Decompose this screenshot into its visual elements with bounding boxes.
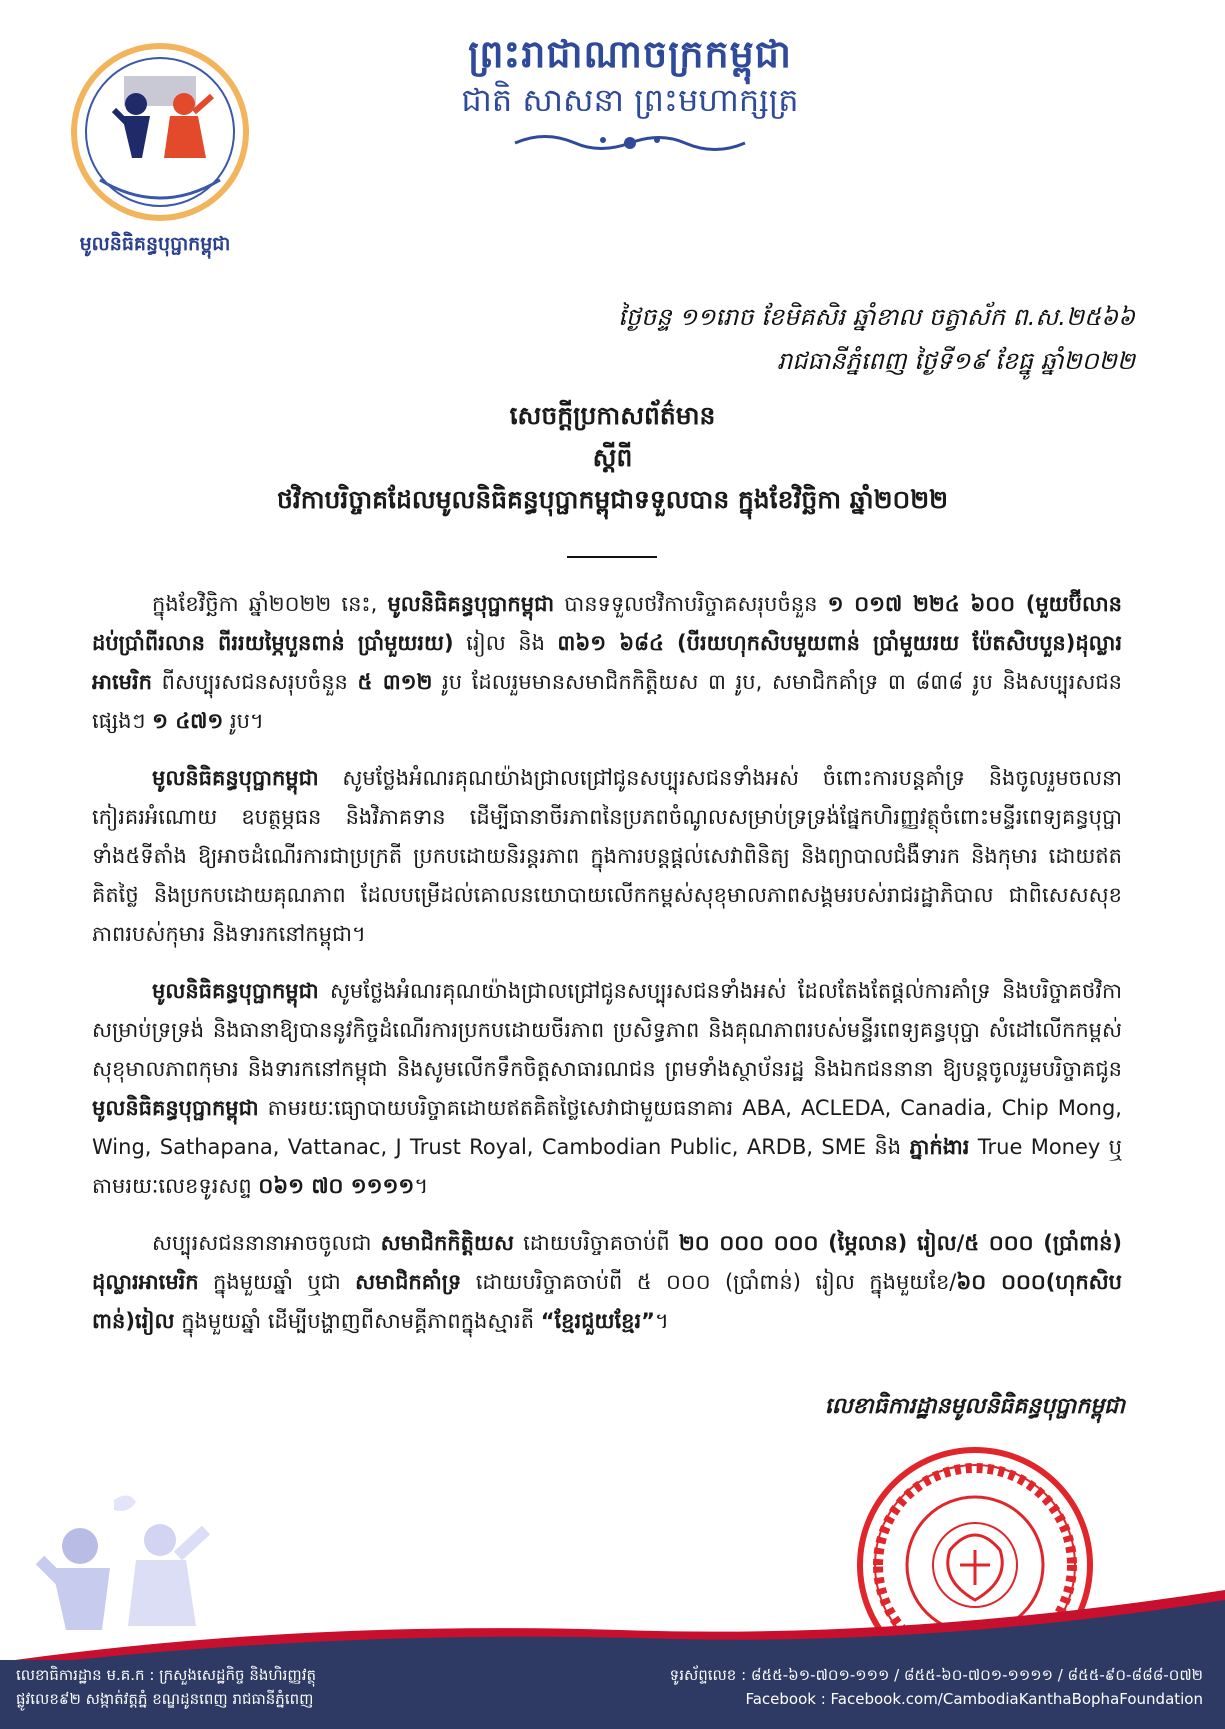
title-line-1: សេចក្ដីប្រកាសព័ត៌មាន — [509, 401, 716, 430]
p4-honorary-amount: ២០ ០០០ ០០០ (ម្ភៃលាន) រៀល/៥ ០០០ (ប្រាំពាន់) ដុល្លារអាមេរិក — [92, 1231, 1123, 1294]
p4-yearly-amount: ៦០ ០០០(ហុកសិបពាន់)រៀល — [92, 1270, 1122, 1333]
signature-line: លេខាធិការដ្ឋានមូលនិធិគន្ធបុប្ផាកម្ពុជា — [824, 1394, 1125, 1419]
paragraph-4 — [92, 1224, 1122, 1341]
p3-text: ។ — [414, 1174, 429, 1198]
p4-text: ក្នុងមួយឆ្នាំ ឬជា — [198, 1270, 356, 1294]
date-block — [618, 295, 1135, 383]
ornament-divider-icon — [505, 130, 755, 156]
paragraph-1 — [92, 585, 1122, 741]
p1-text: ក្នុងខែវិច្ឆិកា ឆ្នាំ២០២២ នេះ, — [152, 592, 388, 616]
title-divider — [567, 556, 657, 558]
kingdom-header — [330, 30, 930, 122]
footer-facebook: Facebook : Facebook.com/CambodiaKanthaBophaFoundation — [745, 1690, 1203, 1708]
footer-address — [16, 1663, 316, 1711]
p4-text: ដោយបរិច្ចាគចាប់ពី ៥ ០០០ (ប្រាំពាន់) រៀល ក្នុងមួយខែ/ — [461, 1270, 957, 1294]
p4-text: សប្បុរសជននានាអាចចូលជា — [152, 1231, 381, 1255]
kingdom-title: ព្រះរាជាណាចក្រកម្ពុជា — [468, 32, 792, 76]
title-line-2: ស្ដីពី — [592, 443, 633, 472]
logo-caption: មូលនិធិគន្ធបុប្ផាកម្ពុជា — [79, 233, 231, 255]
footer-address-line-1: លេខាធិការដ្ឋាន ម.គ.ក : ក្រសួងសេដ្ឋកិច្ច និងហិរញ្ញវត្ថុ — [16, 1666, 316, 1684]
p2-foundation-name: មូលនិធិគន្ធបុប្ផាកម្ពុជា — [152, 766, 319, 790]
kingdom-motto: ជាតិ សាសនា ព្រះមហាក្សត្រ — [461, 81, 799, 119]
lunar-date: ថ្ងៃចន្ទ ១១រោច ខែមិគសិរ ឆ្នាំខាល ចត្វាស័ក ព.ស.២៥៦៦ — [618, 303, 1135, 331]
solar-date: រាជធានីភ្នំពេញ ថ្ងៃទី១៩ ខែធ្នូ ឆ្នាំ២០២២ — [776, 347, 1135, 375]
p3-text: តាមរយៈធ្យោបាយបរិច្ចាគដោយឥតគិតថ្លៃសេវាជាមួយធនាគារ ABA, ACLEDA, Canadia, Chip Mong, Wing, Sathapana, Vattanac, J Trust Royal, Cambodian Public, ARDB, SME និង — [92, 1096, 1122, 1159]
announcement-body — [92, 585, 1122, 1359]
footer-wave-icon — [0, 1590, 1225, 1670]
p4-text: ។ — [654, 1309, 669, 1333]
p1-other-donors: ១ ៤៧១ — [152, 709, 224, 733]
p4-text: ដោយបរិច្ចាគចាប់ពី — [513, 1231, 679, 1255]
foundation-logo — [60, 40, 260, 230]
p3-text: True Money ឬ តាមរយៈលេខទូរសព្ទ — [92, 1135, 1122, 1198]
p3-phone: ០៦១ ៧០ ១១១១ — [258, 1174, 415, 1198]
p4-honorary-member: សមាជិកកិត្តិយស — [380, 1231, 514, 1255]
p1-text: បានទទួលថវិកាបរិច្ចាគសរុបចំនួន — [554, 592, 828, 616]
p3-agent: ភ្នាក់ងារ — [909, 1135, 970, 1159]
title-line-3: ថវិកាបរិច្ចាគដែលមូលនិធិគន្ធបុប្ផាកម្ពុជាទទួលបាន ក្នុងខែវិច្ឆិកា ឆ្នាំ២០២២ — [276, 485, 949, 514]
p3-foundation-name: មូលនិធិគន្ធបុប្ផាកម្ពុជា — [92, 1096, 259, 1120]
p4-support-member: សមាជិកគាំទ្រ — [355, 1270, 462, 1294]
footer-contact — [670, 1663, 1203, 1711]
p4-text: ក្នុងមួយឆ្នាំ ដើម្បីបង្ហាញពីសាមគ្គីភាពក្នុងស្មារតី — [174, 1309, 541, 1333]
p1-text: រៀល និង — [453, 631, 558, 655]
p1-text: រូប ដែលរួមមានសមាជិកកិត្តិយស ៣ រូប, សមាជិកគាំទ្រ ៣ ៨៣៨ រូប និងសប្បុរសជនផ្សេងៗ — [92, 670, 1122, 733]
footer-address-line-2: ផ្លូវលេខ៩២ សង្កាត់វត្តភ្នំ ខណ្ឌដូនពេញ រាជធានីភ្នំពេញ — [16, 1690, 314, 1708]
p2-text: សូមថ្លែងអំណរគុណយ៉ាងជ្រាលជ្រៅជូនសប្បុរសជនទាំងអស់ ចំពោះការបន្តគាំទ្រ និងចូលរួមចលនាកៀរគរអំណោយ ឧបត្ថម្ភធន និងវិភាគទាន ដើម្បីធានាចីរភាពនៃប្រភពចំណូលសម្រាប់ទ្រទ្រង់ផ្នែកហិរញ្ញវត្ថុចំពោះមន្ទីរពេទ្យគន្ធបុប្ផាទាំង៥ទីតាំង ឱ្យអាចដំណើរការជាប្រក្រតី ប្រកបដោយនិរន្តរភាព ក្នុងការបន្តផ្ដល់សេវាពិនិត្យ និងព្យាបាលជំងឺទារក និងកុមារ ដោយឥតគិតថ្លៃ និងប្រកបដោយគុណភាព ដែលបម្រើដល់គោលនយោបាយលើកកម្ពស់សុខុមាលភាពសង្គមរបស់រាជរដ្ឋាភិបាល ជាពិសេសសុខភាពរបស់កុមារ និងទារកនៅកម្ពុជា។ — [92, 766, 1122, 946]
p1-text: ពីសប្បុរសជនសរុបចំនួន — [152, 670, 358, 694]
p1-usd-amount: ៣៦១ ៦៨៤ (បីរយហុកសិបមួយពាន់ ប្រាំមួយរយ ប៉ែតសិបបួន)ដុល្លារអាមេរិក — [92, 631, 1122, 694]
footer-phone: ទូរស័ព្ទលេខ : ៨៥៥-៦១-៧០១-១១១ / ៨៥៥-៦០-៧០១-១១១១ / ៨៥៥-៩០-៨៨៨-០៧២ — [669, 1666, 1203, 1684]
p4-slogan: “ខ្មែរជួយខ្មែរ” — [540, 1309, 655, 1333]
p3-text: សូមថ្លែងអំណរគុណយ៉ាងជ្រាលជ្រៅជូនសប្បុរសជនទាំងអស់ ដែលតែងតែផ្ដល់ការគាំទ្រ និងបរិច្ចាគថវិកាសម្រាប់ទ្រទ្រង់ និងធានាឱ្យបាននូវកិច្ចដំណើរការប្រកបដោយចីរភាព ប្រសិទ្ធភាព និងគុណភាពរបស់មន្ទីរពេទ្យគន្ធបុប្ផា សំដៅលើកកម្ពស់សុខុមាលភាពកុមារ និងទារកនៅកម្ពុជា និងសូមលើកទឹកចិត្តសាធារណជន ព្រមទាំងស្ថាប័នរដ្ឋ និងឯកជននានា ឱ្យបន្តចូលរួមបរិច្ចាគជូន — [92, 979, 1122, 1081]
paragraph-3 — [92, 972, 1122, 1206]
p1-riel-amount: ១ ០១៧ ២២៤ ៦០០ (មួយប៊ីលាន ដប់ប្រាំពីរលាន ពីររយម្ភៃបួនពាន់ ប្រាំមួយរយ) — [92, 592, 1122, 655]
p1-text: រូប។ — [223, 709, 264, 733]
paragraph-2 — [92, 759, 1122, 954]
p1-donor-count: ៥ ៣១២ — [357, 670, 433, 694]
p3-foundation-name: មូលនិធិគន្ធបុប្ផាកម្ពុជា — [152, 979, 319, 1003]
announcement-title — [0, 395, 1225, 521]
p1-foundation-name: មូលនិធិគន្ធបុប្ផាកម្ពុជា — [387, 592, 555, 616]
